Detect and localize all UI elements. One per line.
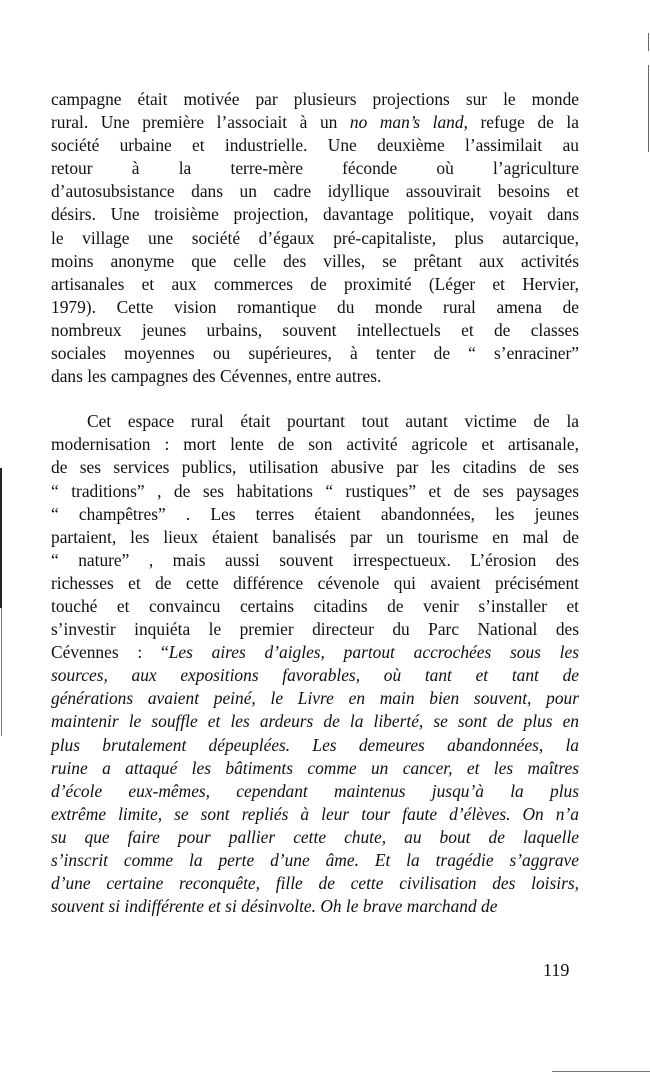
text-line: touché et convaincu certains citadins de venir s’installer et (51, 595, 579, 616)
scan-edge-line-right-top (648, 33, 649, 51)
italic-text: no man’s land (349, 112, 464, 133)
text-line (51, 803, 579, 826)
italic-text: d’une certaine reconquête, fille de cette civilisation des loisirs, (51, 873, 579, 894)
text-line: campagne était motivée par plusieurs projections sur le monde (51, 89, 579, 109)
text-line: modernisation : mort lente de son activité agricole et artisanale, (51, 434, 579, 455)
text-line: 1979). Cette vision romantique du monde rural amena de (51, 296, 579, 317)
text-line (51, 664, 579, 687)
page-body (51, 88, 579, 918)
text-line (51, 687, 579, 710)
text-line: s’investir inquiéta le premier directeur du Parc National des (51, 619, 579, 640)
italic-text: d’école eux-mêmes, cependant maintenus jusqu’à la plus (51, 780, 579, 801)
text-line: “ nature” , mais aussi souvent irrespectueux. L’érosion des (51, 549, 579, 570)
text-line (51, 734, 579, 757)
text-line (51, 872, 579, 895)
text-line: richesses et de cette différence cévenole qui avaient précisément (51, 572, 579, 593)
text-line: “ traditions” , de ses habitations “ rustiques” et de ses paysages (51, 480, 579, 501)
text-line: nombreux jeunes urbains, souvent intellectuels et de classes (51, 319, 579, 340)
text-line: sociales moyennes ou supérieures, à tenter de “ s’enraciner” (51, 343, 579, 364)
scan-edge-line-left-lower (1, 608, 2, 736)
italic-text: souvent si indifférente et si désinvolte. Oh le brave marchand de (51, 896, 498, 917)
text-line: dans les campagnes des Cévennes, entre autres. (51, 366, 382, 387)
text-line (51, 826, 579, 849)
scan-edge-line-bottom (552, 1071, 650, 1072)
text-line: d’autosubsistance dans un cadre idyllique assouvirait besoins et (51, 181, 579, 202)
text-line: Cévennes : “Les aires d’aigles, partout accrochées sous les (51, 642, 580, 663)
italic-text: maintenir le souffle et les ardeurs de la liberté, se sont de plus en (51, 711, 579, 732)
text-line: “ champêtres” . Les terres étaient abandonnées, les jeunes (51, 503, 579, 524)
paragraph-2 (51, 410, 579, 918)
page-number: 119 (543, 960, 570, 980)
italic-text: Les aires d’aigles, partout accrochées sous les (168, 642, 580, 663)
text-line: artisanales et aux commerces de proximité (Léger et Hervier, (51, 273, 579, 294)
text-line (51, 757, 579, 780)
text-line: retour à la terre-mère féconde où l’agriculture (51, 158, 579, 179)
scan-edge-line-right (648, 65, 649, 152)
text-line: rural. Une première l’associait à un no man’s land, refuge de la (51, 112, 579, 133)
italic-text: sources, aux expositions favorables, où tant et tant de (51, 665, 579, 686)
text-line (51, 710, 579, 733)
text-line (51, 849, 579, 872)
italic-text: plus brutalement dépeuplées. Les demeures abandonnées, la (51, 734, 579, 755)
scan-edge-line-left (0, 468, 2, 608)
text-line (51, 780, 579, 803)
text-line: désirs. Une troisième projection, davantage politique, voyait dans (51, 204, 579, 225)
italic-text: générations avaient peiné, le Livre en main bien souvent, pour (51, 688, 579, 709)
text-line: partaient, les lieux étaient banalisés par un tourisme en mal de (51, 526, 579, 547)
italic-text: ruine a attaqué les bâtiments comme un cancer, et les maîtres (51, 757, 579, 778)
text-line: moins anonyme que celle des villes, se prêtant aux activités (51, 250, 579, 271)
text-line (51, 895, 579, 918)
text-line: de ses services publics, utilisation abusive par les citadins de ses (51, 457, 579, 478)
italic-text: extrême limite, se sont repliés à leur tour faute d’élèves. On n’a (51, 803, 579, 824)
text-line: société urbaine et industrielle. Une deuxième l’assimilait au (51, 135, 579, 156)
text-line: Cet espace rural était pourtant tout autant victime de la (87, 411, 579, 432)
paragraph-1 (51, 88, 579, 388)
text-line: le village une société d’égaux pré-capitaliste, plus autarcique, (51, 227, 579, 248)
italic-text: s’inscrit comme la perte d’une âme. Et la tragédie s’aggrave (51, 850, 579, 870)
italic-text: su que faire pour pallier cette chute, au bout de laquelle (51, 826, 579, 847)
